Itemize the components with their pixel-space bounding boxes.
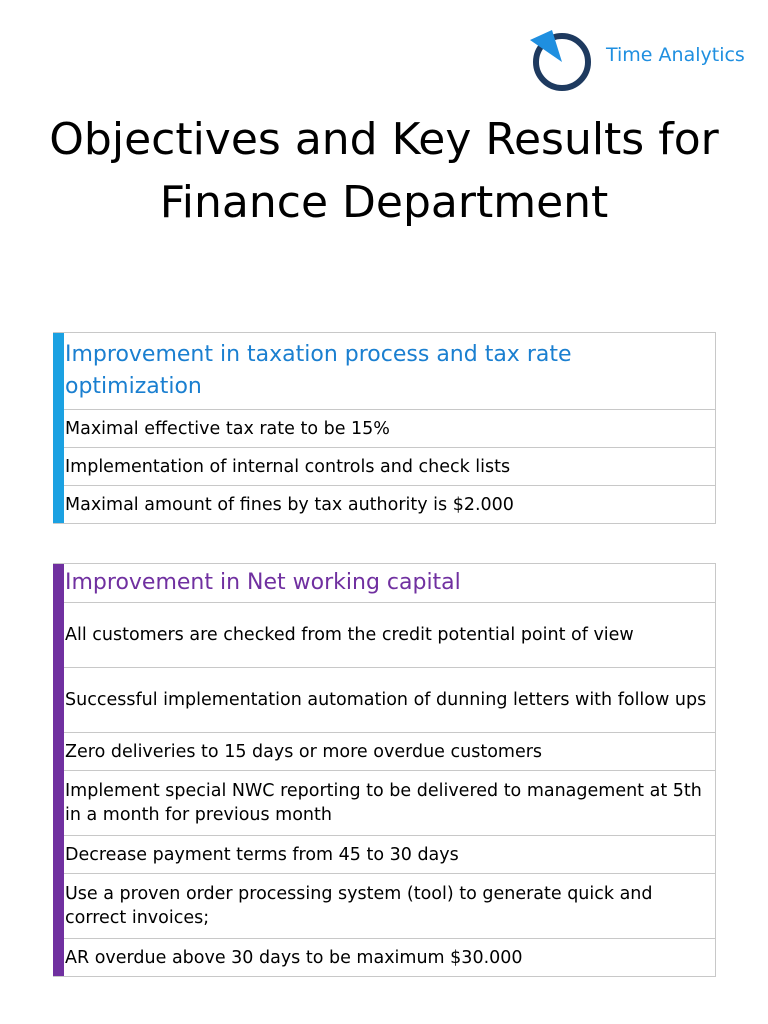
accent-bar bbox=[53, 333, 64, 523]
key-result-row: AR overdue above 30 days to be maximum $30.000 bbox=[64, 938, 715, 976]
objective-heading: Improvement in Net working capital bbox=[65, 570, 461, 595]
key-result-row: Successful implementation automation of dunning letters with follow ups bbox=[64, 667, 715, 732]
page-title: Objectives and Key Results for Finance Department bbox=[49, 114, 719, 228]
accent-bar bbox=[53, 564, 64, 976]
objective-table-net-working-capital bbox=[53, 563, 716, 977]
key-result-row: Maximal amount of fines by tax authority is $2.000 bbox=[64, 485, 715, 523]
key-result-row: Decrease payment terms from 45 to 30 days bbox=[64, 835, 715, 873]
brand-name: Time Analytics bbox=[606, 44, 745, 66]
key-result-row: Maximal effective tax rate to be 15% bbox=[64, 409, 715, 447]
objective-table-taxation bbox=[53, 332, 716, 524]
key-result-row: Use a proven order processing system (tool) to generate quick and correct invoices; bbox=[64, 873, 715, 938]
key-result-row: Implement special NWC reporting to be delivered to management at 5th in a month for previous month bbox=[64, 770, 715, 835]
key-result-row: All customers are checked from the credit potential point of view bbox=[64, 602, 715, 667]
stopwatch-icon bbox=[528, 28, 594, 94]
key-result-row: Implementation of internal controls and check lists bbox=[64, 447, 715, 485]
key-result-row: Zero deliveries to 15 days or more overdue customers bbox=[64, 732, 715, 770]
brand-logo bbox=[528, 28, 758, 90]
objective-heading: Improvement in taxation process and tax rate optimization bbox=[65, 342, 572, 399]
